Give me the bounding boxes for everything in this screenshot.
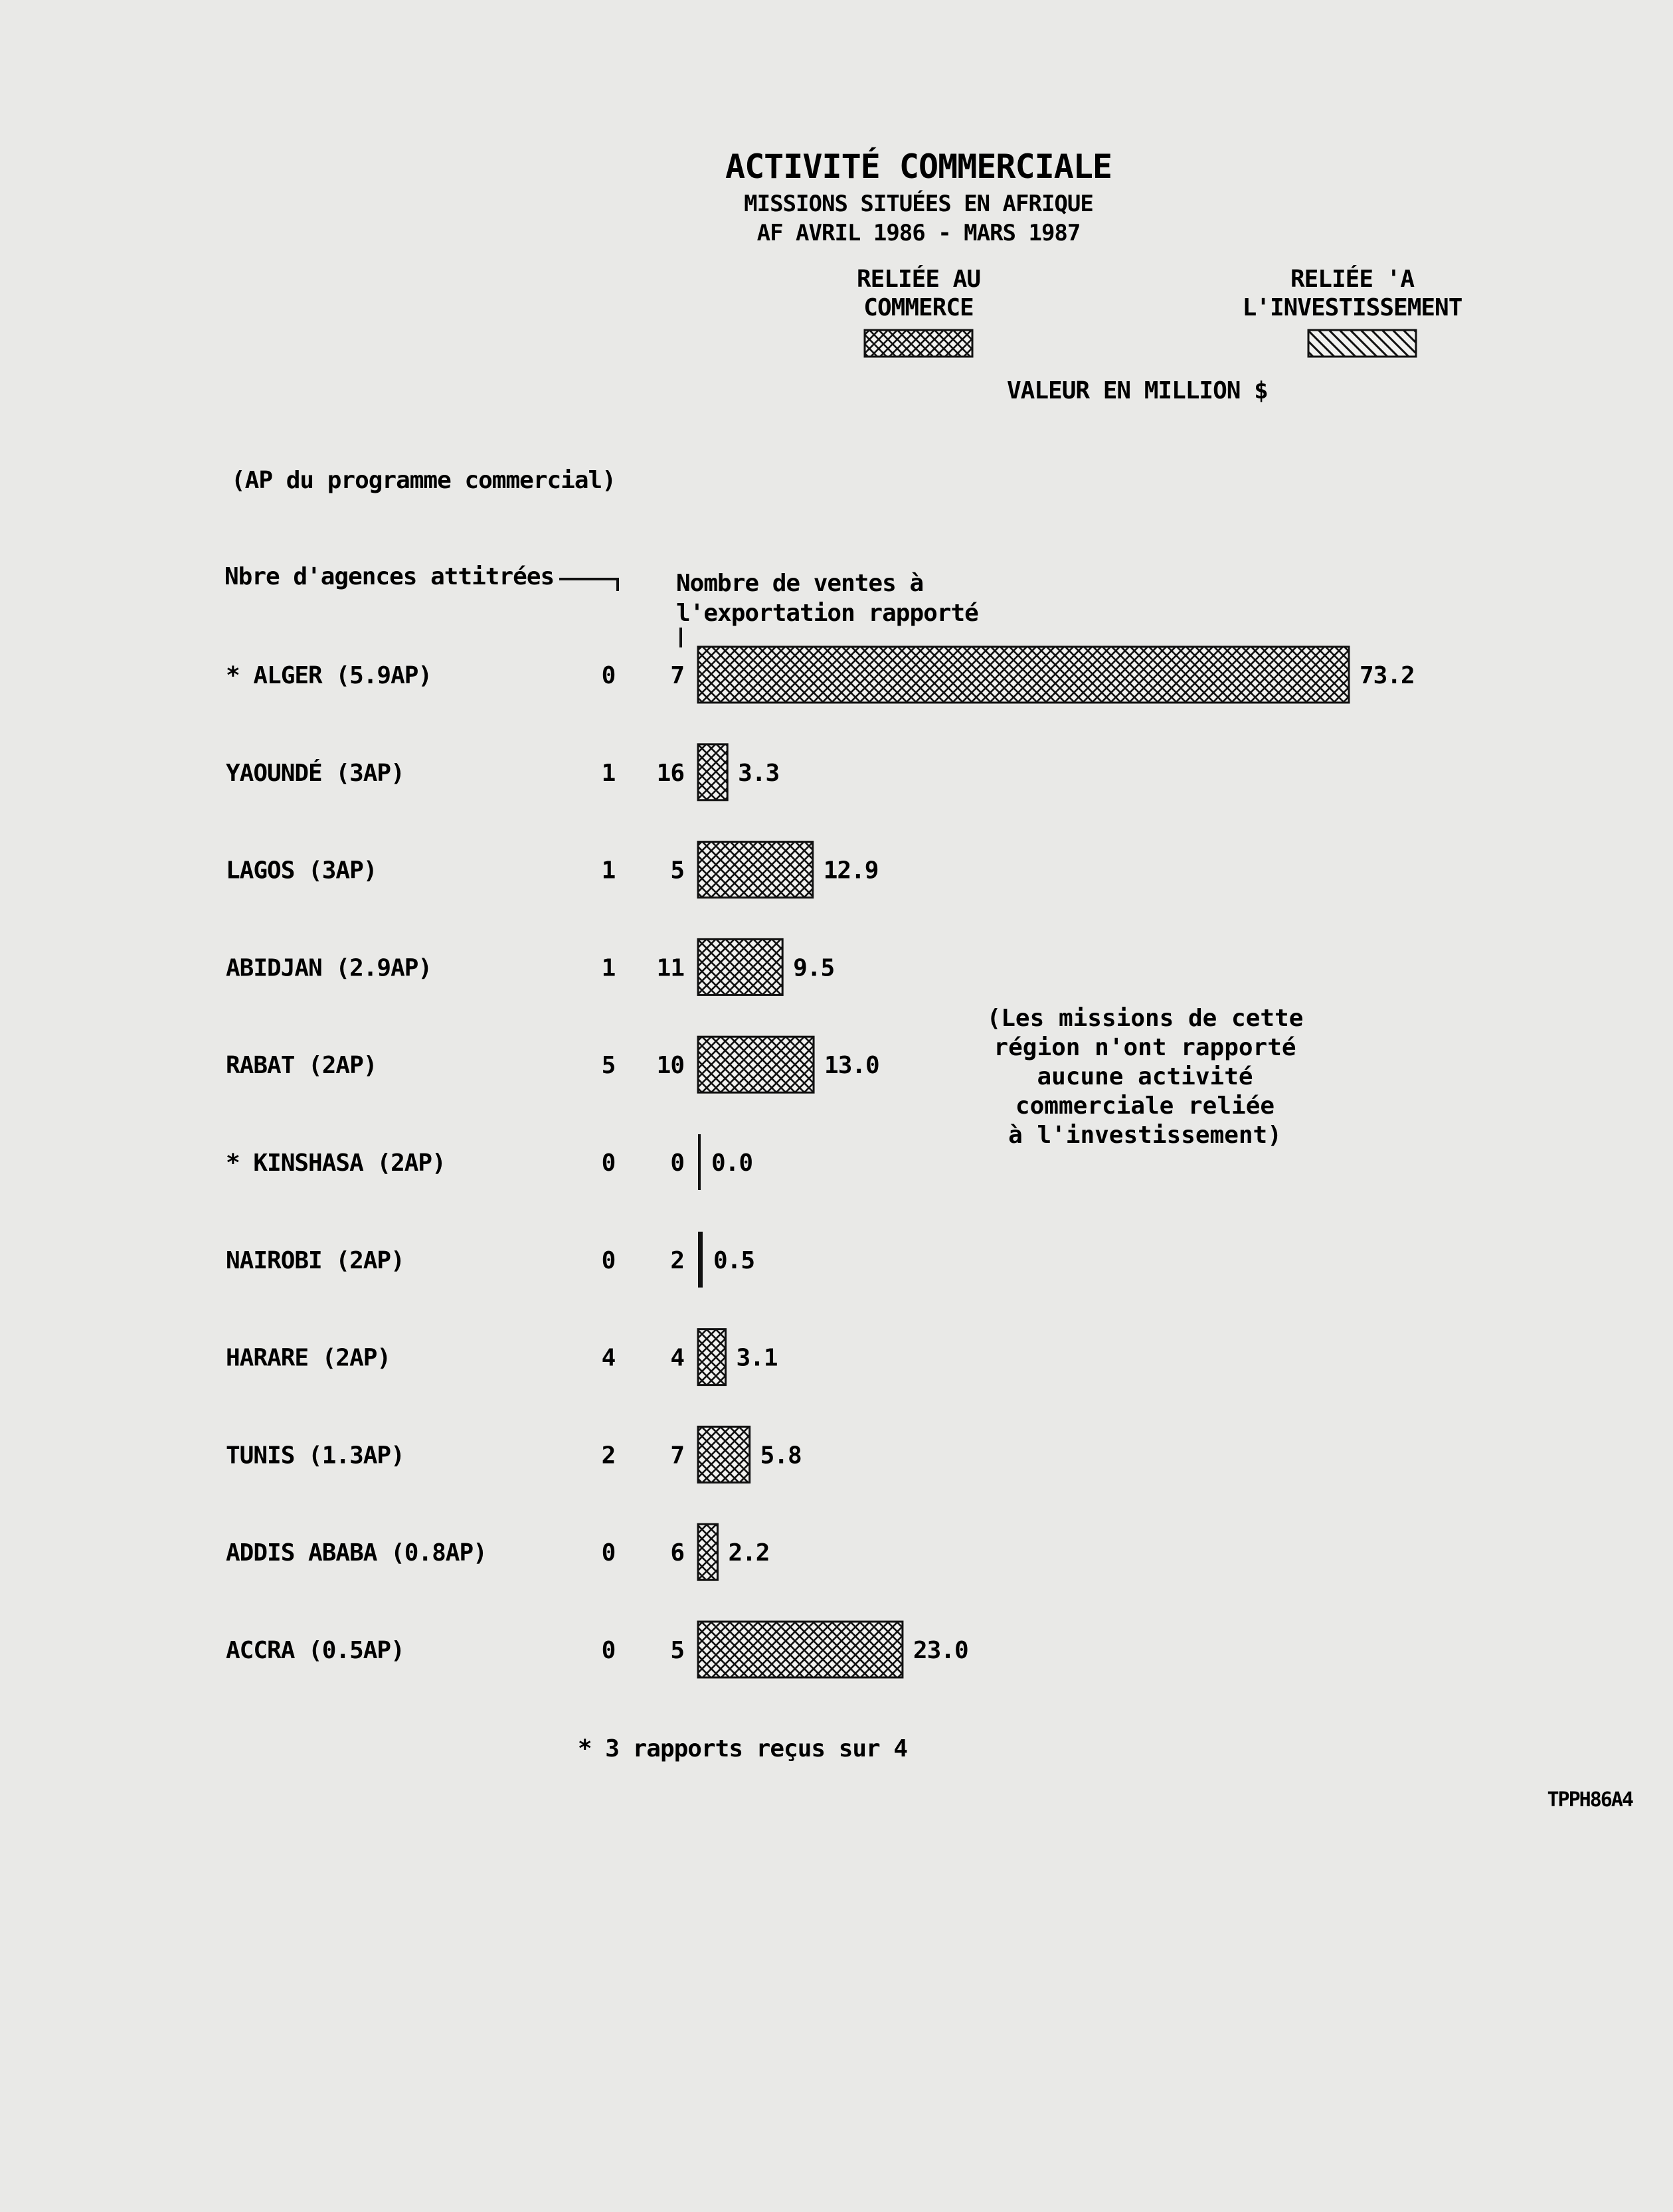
bar-value-label: 3.3	[738, 759, 780, 787]
bar-trade	[698, 1134, 701, 1190]
bar-value-label: 73.2	[1360, 662, 1415, 689]
bar-value-label: 9.5	[793, 954, 835, 982]
export-sales-count: 16	[656, 759, 684, 787]
investment-note-line: région n'ont rapporté	[994, 1034, 1296, 1061]
bar-trade	[698, 744, 727, 800]
legend-trade-label-2: COMMERCE	[863, 294, 974, 321]
chart-subtitle-1: MISSIONS SITUÉES EN AFRIQUE	[744, 191, 1093, 217]
ap-note: (AP du programme commercial)	[231, 467, 616, 494]
agencies-count: 0	[601, 1149, 616, 1177]
bar-value-label: 13.0	[824, 1052, 879, 1080]
agencies-count: 4	[601, 1344, 616, 1372]
bar-trade	[698, 1329, 726, 1385]
export-sales-count: 5	[670, 857, 684, 885]
investment-note-line: à l'investissement)	[1008, 1122, 1282, 1149]
agencies-count: 0	[601, 662, 616, 689]
legend-trade-swatch	[865, 330, 972, 357]
legend	[857, 265, 1462, 357]
agencies-count: 1	[601, 857, 616, 885]
agencies-count: 5	[601, 1052, 616, 1080]
legend-trade-label-1: RELIÉE AU	[856, 266, 981, 293]
category-label: ACCRA (0.5AP)	[226, 1637, 404, 1664]
category-label: RABAT (2AP)	[226, 1052, 377, 1080]
export-sales-count: 5	[670, 1637, 684, 1664]
export-sales-count: 10	[656, 1052, 684, 1080]
legend-investment-swatch	[1308, 330, 1416, 357]
agencies-count: 0	[601, 1637, 616, 1664]
bar-value-label: 0.0	[711, 1149, 753, 1177]
chart-rows	[226, 647, 1415, 1677]
export-sales-count: 4	[670, 1344, 684, 1372]
sales-column-header-1: Nombre de ventes à	[676, 570, 924, 597]
export-sales-count: 11	[656, 954, 684, 982]
bar-trade	[698, 1622, 903, 1677]
category-label: LAGOS (3AP)	[226, 857, 377, 885]
chart-title: ACTIVITÉ COMMERCIALE	[725, 147, 1112, 186]
category-label: YAOUNDÉ (3AP)	[226, 759, 404, 787]
bar-value-label: 3.1	[736, 1344, 778, 1372]
bar-trade	[698, 939, 782, 995]
bar-value-label: 0.5	[713, 1246, 755, 1274]
export-sales-count: 6	[670, 1539, 684, 1567]
legend-investment-label-1: RELIÉE 'A	[1290, 266, 1415, 293]
bar-value-label: 12.9	[823, 857, 879, 885]
export-sales-count: 7	[670, 662, 684, 689]
export-sales-count: 0	[670, 1149, 684, 1177]
export-sales-count: 2	[670, 1246, 684, 1274]
category-label: ADDIS ABABA (0.8AP)	[226, 1539, 487, 1567]
category-label: * KINSHASA (2AP)	[226, 1149, 446, 1177]
investment-note-line: (Les missions de cette	[986, 1005, 1304, 1032]
agencies-count: 0	[601, 1246, 616, 1274]
agencies-header-bracket	[559, 579, 618, 591]
document-code: TPPH86A4	[1547, 1788, 1632, 1812]
bar-trade	[698, 1232, 703, 1288]
investment-note-line: commerciale reliée	[1015, 1092, 1275, 1120]
category-label: ABIDJAN (2.9AP)	[226, 954, 432, 982]
bar-value-label: 2.2	[728, 1539, 770, 1567]
category-label: HARARE (2AP)	[226, 1344, 391, 1372]
investment-note-line: aucune activité	[1037, 1063, 1253, 1090]
agencies-count: 1	[601, 954, 616, 982]
agencies-column-header: Nbre d'agences attitrées	[224, 563, 555, 590]
agencies-count: 0	[601, 1539, 616, 1567]
category-label: * ALGER (5.9AP)	[226, 662, 432, 689]
bar-value-label: 5.8	[760, 1442, 802, 1470]
bar-trade	[698, 1426, 750, 1482]
chart-subtitle-2: AF AVRIL 1986 - MARS 1987	[756, 220, 1081, 246]
bar-trade	[698, 1524, 717, 1580]
investment-note	[987, 1005, 1304, 1149]
bar-trade	[698, 647, 1349, 703]
legend-investment-label-2: L'INVESTISSEMENT	[1242, 294, 1462, 321]
bar-trade	[698, 842, 813, 898]
category-label: TUNIS (1.3AP)	[226, 1442, 404, 1470]
bar-trade	[698, 1037, 814, 1092]
agencies-count: 1	[601, 759, 616, 787]
export-sales-count: 7	[670, 1442, 684, 1470]
category-label: NAIROBI (2AP)	[226, 1246, 404, 1274]
agencies-count: 2	[601, 1442, 616, 1470]
value-unit-label: VALEUR EN MILLION $	[1007, 377, 1268, 404]
bar-value-label: 23.0	[913, 1637, 968, 1664]
sales-column-header-2: l'exportation rapporté	[676, 600, 978, 627]
footnote: * 3 rapports reçus sur 4	[577, 1735, 908, 1762]
